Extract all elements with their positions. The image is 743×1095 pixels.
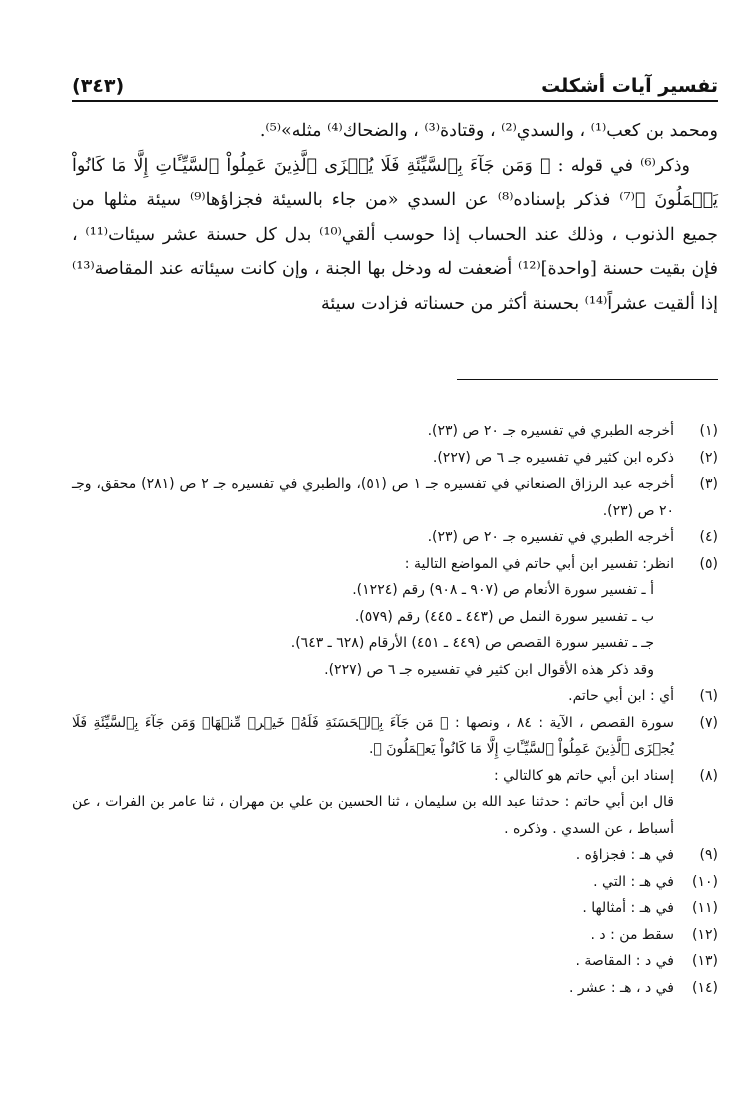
footnote-number: (٥) [699, 555, 718, 572]
footnote [72, 551, 718, 684]
main-text [72, 114, 718, 321]
footnote-line: سقط من : د . [590, 926, 674, 943]
footnote-line: أ ـ تفسير سورة الأنعام ص (٩٠٧ ـ ٩٠٨) رقم (١٢٢٤). [352, 582, 654, 598]
footnote-line: في د : المقاصة . [575, 953, 674, 969]
footnote-text [72, 763, 674, 843]
footnote-line: أخرجه عبد الرزاق الصنعاني في تفسيره جـ ١ ص (٥١)، والطبري في تفسيره جـ ٢ ص (٢٨١) محقق، وجـ ٢٠ ص (٢٣). [72, 476, 674, 519]
page-number: (٣٤٣) [72, 75, 125, 97]
footnote-line: انظر: تفسير ابن أبي حاتم في المواضع التالية : [404, 555, 674, 572]
footnote-text [72, 471, 674, 524]
footnote [72, 418, 718, 445]
footnote-line: في هـ : فجزاؤه . [575, 847, 674, 863]
footnote-line: إسناد ابن أبي حاتم هو كالتالي : [493, 767, 674, 784]
running-title: تفسير آيات أشكلت [541, 75, 718, 97]
footnote-text [72, 524, 674, 551]
footnote-number: (١٤) [692, 979, 718, 996]
footnote-number: (١٢) [692, 926, 718, 943]
footnote-number: (٦) [699, 688, 718, 704]
footnote-text [72, 710, 674, 763]
footnote-number: (٩) [699, 847, 718, 863]
footnote-text [72, 418, 674, 445]
footnote-number: (٤) [699, 529, 718, 545]
footnote-line: أي : ابن أبي حاتم. [568, 688, 674, 704]
footnote [72, 922, 718, 949]
footnote-text [72, 922, 674, 949]
footnote-text [72, 551, 674, 684]
footnote-line: أخرجه الطبري في تفسيره جـ ٢٠ ص (٢٣). [427, 529, 674, 545]
footnote-text [72, 842, 674, 869]
footnote-number: (٢) [699, 449, 718, 466]
footnote [72, 471, 718, 524]
footnote [72, 948, 718, 975]
footnote [72, 895, 718, 922]
footnote-number: (١٠) [692, 873, 718, 890]
footnote-text [72, 683, 674, 710]
footnote-line: سورة القصص ، الآية : ٨٤ ، ونصها : ﴿ مَن جَآءَ بِٱلۡحَسَنَةِ فَلَهُۥ خَيۡرٞ مِّنۡهَاۖ وَمَن جَآءَ بِٱلسَّيِّئَةِ فَلَا يُجۡزَى ٱلَّذِينَ عَمِلُواْ ٱلسَّيِّـَٔاتِ إِلَّا مَا كَانُواْ يَعۡمَلُونَ ﴾. [72, 714, 674, 757]
body-paragraph: ومحمد بن كعب⁽¹⁾ ، والسدي⁽²⁾ ، وقتادة⁽³⁾ ، والضحاك⁽⁴⁾ مثله»⁽⁵⁾. [259, 121, 718, 141]
footnote [72, 683, 718, 710]
footnote-number: (٣) [699, 476, 718, 492]
footnote-text [72, 895, 674, 922]
footnote-separator [457, 379, 718, 380]
footnote-text [72, 445, 674, 472]
footnote-line: ذكره ابن كثير في تفسيره جـ ٦ ص (٢٢٧). [432, 449, 674, 466]
footnote [72, 524, 718, 551]
footnote-line: أخرجه الطبري في تفسيره جـ ٢٠ ص (٢٣). [427, 423, 674, 439]
footnotes [72, 418, 718, 1001]
footnote [72, 975, 718, 1002]
page-header [72, 66, 718, 102]
footnote [72, 842, 718, 869]
footnote-line: في هـ : التي . [593, 873, 674, 890]
footnote-line: في هـ : أمثالها . [582, 900, 674, 916]
footnote-line: جـ ـ تفسير سورة القصص ص (٤٤٩ ـ ٤٥١) الأرقام (٦٢٨ ـ ٦٤٣). [290, 635, 654, 651]
footnote [72, 445, 718, 472]
footnote-number: (١١) [692, 900, 718, 916]
footnote-line: في د ، هـ : عشر . [568, 979, 674, 996]
footnote-text [72, 948, 674, 975]
footnote [72, 710, 718, 763]
footnote [72, 763, 718, 843]
footnote-number: (١٣) [692, 953, 718, 969]
footnote-number: (١) [699, 423, 718, 439]
footnote-line: وقد ذكر هذه الأقوال ابن كثير في تفسيره جـ ٦ ص (٢٢٧). [324, 661, 654, 678]
footnote-text [72, 869, 674, 896]
footnote-number: (٨) [699, 767, 718, 784]
footnote-number: (٧) [699, 714, 718, 731]
footnote-line: ب ـ تفسير سورة النمل ص (٤٤٣ ـ ٤٤٥) رقم (٥٧٩). [354, 608, 654, 625]
footnote-line: قال ابن أبي حاتم : حدثنا عبد الله بن سليمان ، ثنا الحسين بن علي بن مهران ، ثنا عامر بن الفرات ، عن أسباط ، عن السدي . وذكره . [72, 794, 674, 837]
footnote [72, 869, 718, 896]
body-paragraph: وذكر⁽⁶⁾ في قوله : ﴿ وَمَن جَآءَ بِٱلسَّيِّئَةِ فَلَا يُجۡزَى ٱلَّذِينَ عَمِلُواْ ٱلسَّيِّـَٔاتِ إِلَّا مَا كَانُواْ يَعۡمَلُونَ ﴾⁽⁷⁾ فذكر بإسناده⁽⁸⁾ عن السدي «من جاء بالسيئة فجزاؤها⁽⁹⁾ سيئة مثلها من جميع الذنوب ، وذلك عند الحساب إذا حوسب ألقي⁽¹⁰⁾ بدل كل حسنة عشر سيئات⁽¹¹⁾ ، فإن بقيت حسنة [واحدة]⁽¹²⁾ أضعفت له ودخل بها الجنة ، وإن كانت سيئاته عند المقاصة⁽¹³⁾ إذا ألقيت عشراً⁽¹⁴⁾ بحسنة أكثر من حسناته فزادت سيئة [72, 155, 718, 314]
footnote-text [72, 975, 674, 1002]
